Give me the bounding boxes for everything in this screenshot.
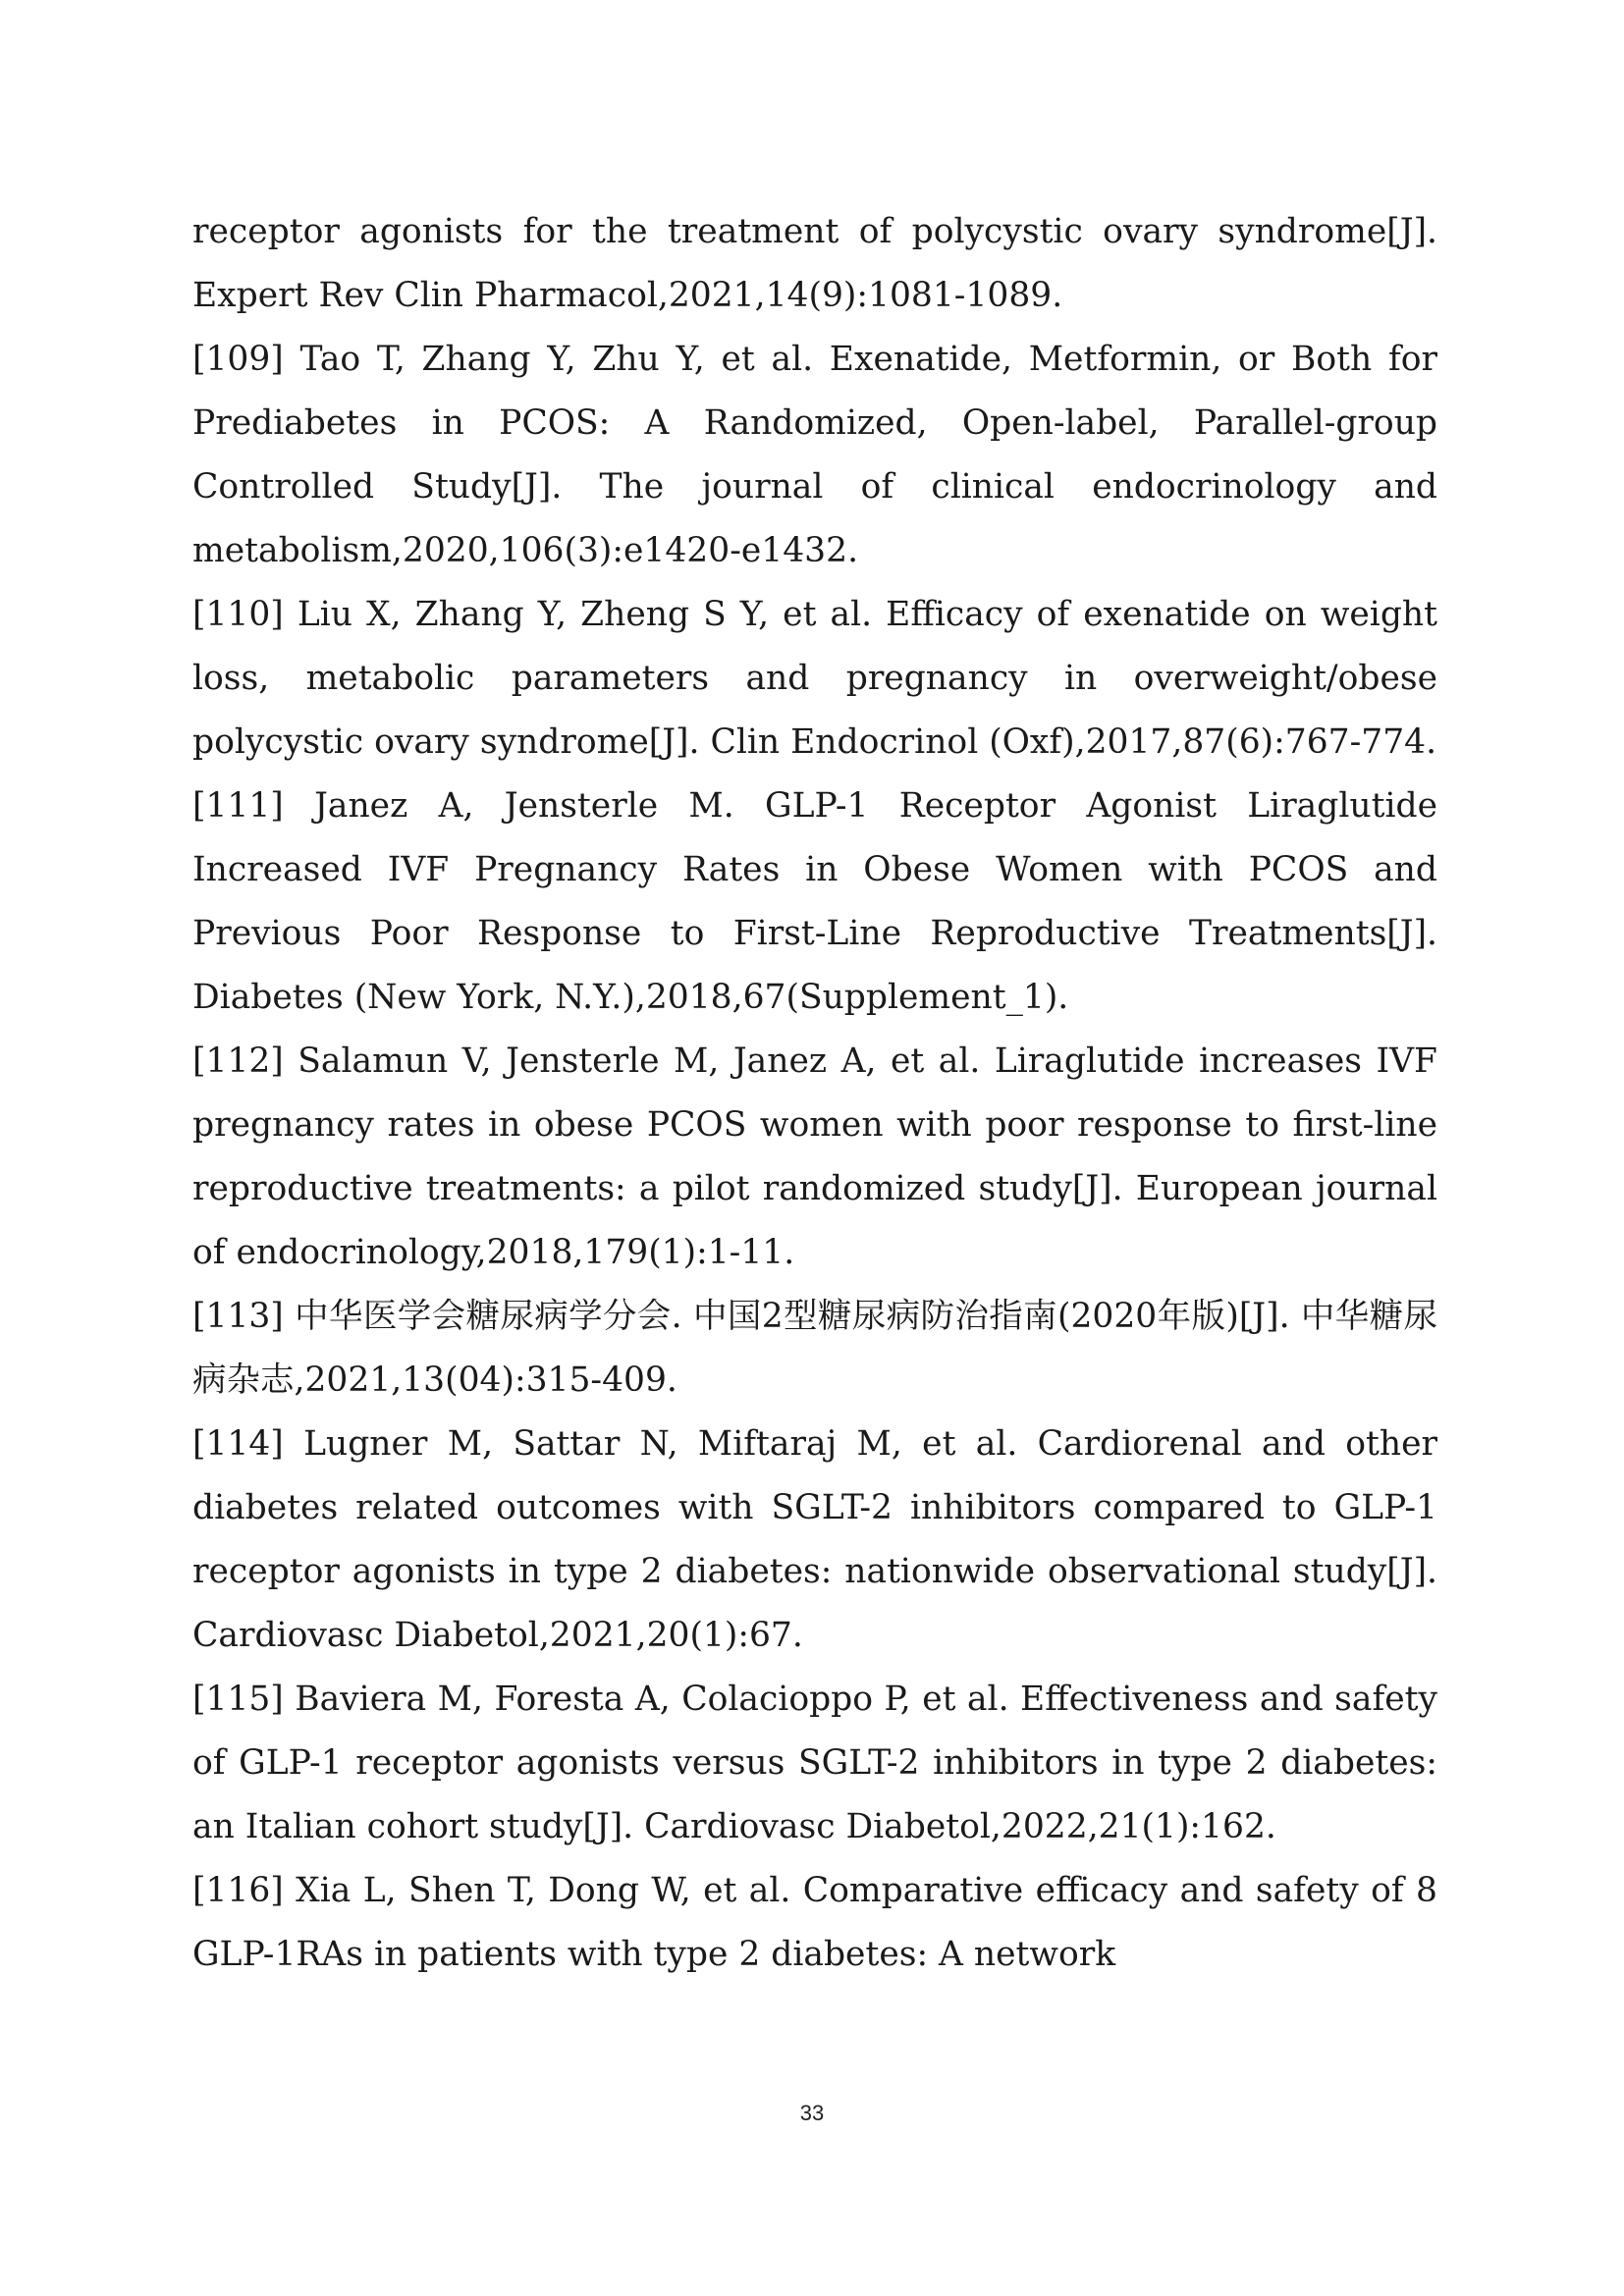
reference-entry: [115] Baviera M, Foresta A, Colacioppo P, et al. Effectiveness and safety of GLP-1 receptor agonists versus SGLT-2 inhibitors in type 2 diabetes: an Italian cohort study[J]. Cardiovasc Diabetol,2022,21(1):162. [192, 1680, 1437, 1846]
reference-entry: [110] Liu X, Zhang Y, Zheng S Y, et al. Efficacy of exenatide on weight loss, metabolic parameters and pregnancy in overweight/obese polycystic ovary syndrome[J]. Clin Endocrinol (Oxf),2017,87(6):767-774. [192, 595, 1437, 762]
reference-entry: [111] Janez A, Jensterle M. GLP-1 Receptor Agonist Liraglutide Increased IVF Pregnancy Rates in Obese Women with PCOS and Previous Poor Response to First-Line Reproductive Treatments[J]. Diabetes (New York, N.Y.),2018,67(Supplement_1). [192, 786, 1437, 1017]
page-number: 33 [799, 2101, 825, 2125]
reference-entry: [116] Xia L, Shen T, Dong W, et al. Comparative efficacy and safety of 8 GLP-1RAs in patients with type 2 diabetes: A network [192, 1871, 1437, 1974]
reference-entry: [109] Tao T, Zhang Y, Zhu Y, et al. Exenatide, Metformin, or Both for Prediabetes in PCOS: A Randomized, Open-label, Parallel-group Controlled Study[J]. The journal of clinical endocrinology and metabolism,2020,106(3):e1420-e1432. [192, 340, 1437, 570]
reference-list [192, 200, 1437, 1987]
reference-entry: [113] 中华医学会糖尿病学分会. 中国2型糖尿病防治指南(2020年版)[J]. 中华糖尿病杂志,2021,13(04):315-409. [192, 1297, 1437, 1400]
reference-entry: [114] Lugner M, Sattar N, Miftaraj M, et al. Cardiorenal and other diabetes related outcomes with SGLT-2 inhibitors compared to GLP-1 receptor agonists in type 2 diabetes: nationwide observational study[J]. Cardiovasc Diabetol,2021,20(1):67. [192, 1424, 1437, 1655]
reference-entry: receptor agonists for the treatment of polycystic ovary syndrome[J]. Expert Rev Clin Pharmacol,2021,14(9):1081-1089. [192, 212, 1437, 315]
reference-entry: [112] Salamun V, Jensterle M, Janez A, et al. Liraglutide increases IVF pregnancy rates in obese PCOS women with poor response to first-line reproductive treatments: a pilot randomized study[J]. European journal of endocrinology,2018,179(1):1-11. [192, 1041, 1437, 1272]
